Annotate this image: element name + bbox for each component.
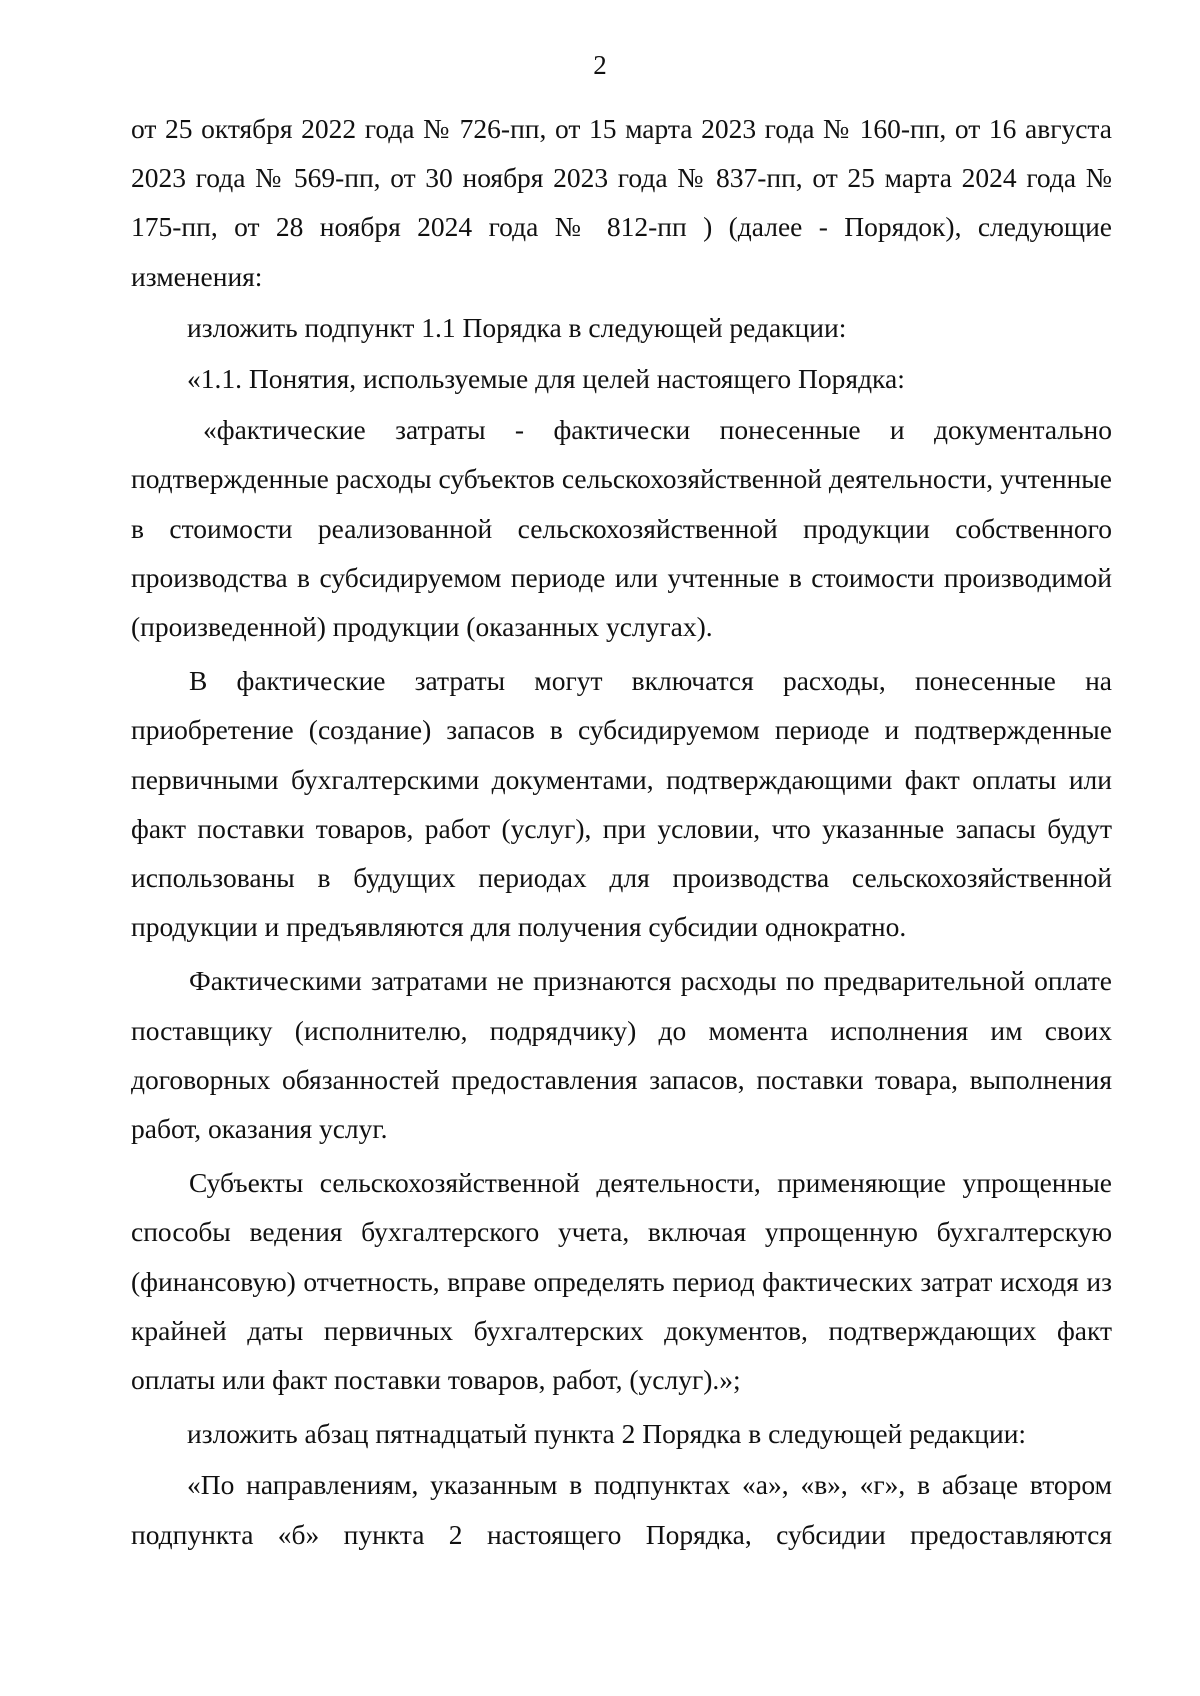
paragraph-instruction-item-2: изложить абзац пятнадцатый пункта 2 Порядка в следующей редакции: [187,1418,1027,1450]
paragraph-amendment-list: от 25 октября 2022 года № 726-пп, от 15 марта 2023 года № 160-пп, от 16 августа 2023 года № 569-пп, от 30 ноября 2023 года № 837-пп, от 25 марта 2024 года № 175-пп, от 28 ноября 2024 года № 812-пп ) (далее - Порядок), следующие изменения: [131,113,1112,292]
page-number: 2 [593,50,607,80]
document-body [131,104,1112,1559]
paragraph-costs-exclusion: Фактическими затратами не признаются расходы по предварительной оплате поставщику (исполнителю, подрядчику) до момента исполнения им своих договорных обязанностей предоставления запасов, поставки товара, выполнения работ, оказания услуг. [131,965,1112,1145]
paragraph-instruction-1-1: изложить подпункт 1.1 Порядка в следующей редакции: [187,311,847,343]
paragraph-definition-actual-costs: «фактические затраты - фактически понесенные и документально подтвержденные расходы субъектов сельскохозяйственной деятельности, учтенные в стоимости реализованной сельскохозяйственной продукции собственного производства в субсидируемом периоде или учтенные в стоимости производимой (произведенной) продукции (оказанных услугах). [131,414,1112,643]
paragraph-simplified-accounting: Субъекты сельскохозяйственной деятельности, применяющие упрощенные способы ведения бухгалтерского учета, включая упрощенную бухгалтерскую (финансовую) отчетность, вправе определять период фактических затрат исходя из крайней даты первичных бухгалтерских документов, подтверждающих факт оплаты или факт поставки товаров, работ, (услуг).»; [131,1167,1112,1396]
paragraph-costs-inclusion: В фактические затраты могут включатся расходы, понесенные на приобретение (создание) запасов в субсидируемом периоде и подтвержденные первичными бухгалтерскими документами, подтверждающими факт оплаты или факт поставки товаров, работ (услуг), при условии, что указанные запасы будут использованы в будущих периодах для производства сельскохозяйственной продукции и предъявляются для получения субсидии однократно. [131,665,1112,943]
paragraph-subsidy-directions: «По направлениям, указанным в подпунктах «а», «в», «г», в абзаце втором подпункта «б» пункта 2 настоящего Порядка, субсидии предоставляются [131,1469,1112,1550]
paragraph-definitions-heading: «1.1. Понятия, используемые для целей настоящего Порядка: [187,363,905,395]
